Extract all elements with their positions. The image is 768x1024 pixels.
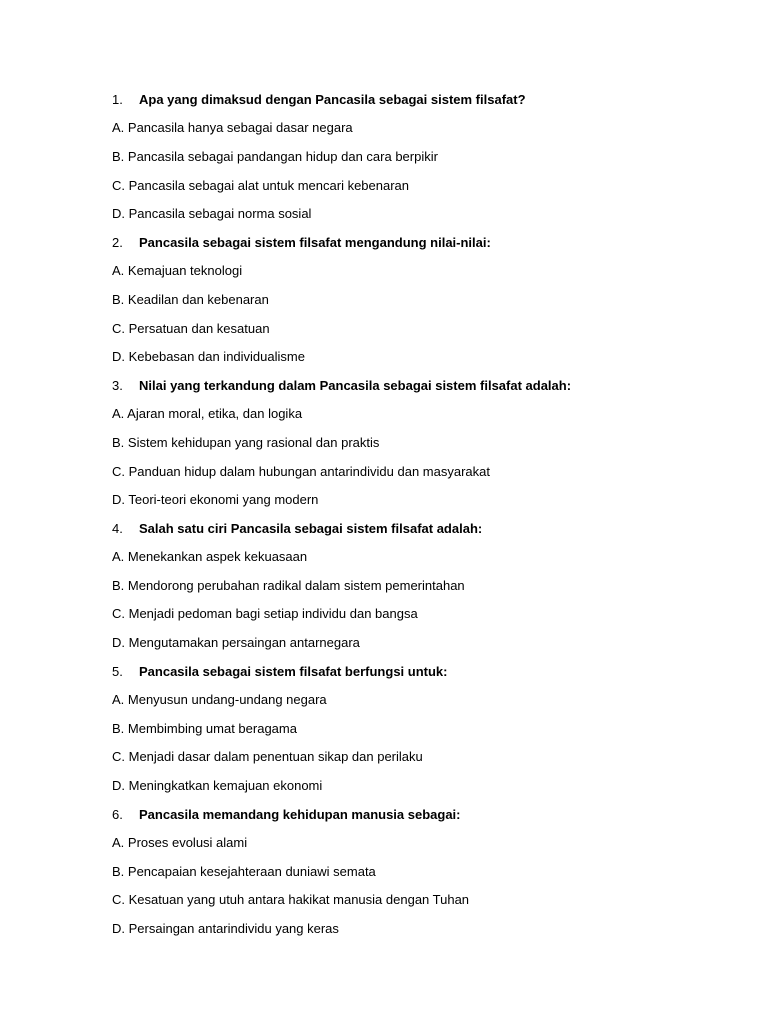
option-2a: A. Kemajuan teknologi bbox=[112, 263, 243, 279]
question-number: 4. bbox=[112, 520, 123, 536]
question-text: Apa yang dimaksud dengan Pancasila sebagai sistem filsafat? bbox=[139, 91, 526, 107]
question-2 bbox=[112, 228, 712, 257]
question-1 bbox=[112, 85, 712, 114]
question-4 bbox=[112, 514, 712, 543]
question-text: Pancasila sebagai sistem filsafat mengandung nilai-nilai: bbox=[139, 234, 491, 250]
option-1b: B. Pancasila sebagai pandangan hidup dan cara berpikir bbox=[112, 148, 438, 164]
option-6d: D. Persaingan antarindividu yang keras bbox=[112, 921, 339, 937]
option-4b: B. Mendorong perubahan radikal dalam sistem pemerintahan bbox=[112, 577, 465, 593]
option-6a: A. Proses evolusi alami bbox=[112, 835, 248, 851]
option-1a: A. Pancasila hanya sebagai dasar negara bbox=[112, 120, 353, 136]
question-3 bbox=[112, 371, 712, 400]
option-3a: A. Ajaran moral, etika, dan logika bbox=[112, 406, 303, 422]
question-text: Nilai yang terkandung dalam Pancasila sebagai sistem filsafat adalah: bbox=[139, 377, 572, 393]
question-5 bbox=[112, 657, 712, 686]
option-5d: D. Meningkatkan kemajuan ekonomi bbox=[112, 778, 323, 794]
option-6b: B. Pencapaian kesejahteraan duniawi semata bbox=[112, 863, 376, 879]
question-number: 2. bbox=[112, 234, 123, 250]
option-5c: C. Menjadi dasar dalam penentuan sikap dan perilaku bbox=[112, 749, 423, 765]
option-3b: B. Sistem kehidupan yang rasional dan praktis bbox=[112, 434, 380, 450]
question-text: Pancasila memandang kehidupan manusia sebagai: bbox=[139, 806, 461, 822]
question-number: 3. bbox=[112, 377, 123, 393]
option-2b: B. Keadilan dan kebenaran bbox=[112, 291, 269, 307]
option-2c: C. Persatuan dan kesatuan bbox=[112, 320, 270, 336]
question-text: Pancasila sebagai sistem filsafat berfungsi untuk: bbox=[139, 663, 448, 679]
question-number: 6. bbox=[112, 806, 123, 822]
option-5b: B. Membimbing umat beragama bbox=[112, 720, 297, 736]
option-4a: A. Menekankan aspek kekuasaan bbox=[112, 549, 308, 565]
option-1c: C. Pancasila sebagai alat untuk mencari kebenaran bbox=[112, 177, 410, 193]
question-number: 5. bbox=[112, 663, 123, 679]
question-list bbox=[112, 85, 712, 943]
question-text: Salah satu ciri Pancasila sebagai sistem filsafat adalah: bbox=[139, 520, 483, 536]
option-5a: A. Menyusun undang-undang negara bbox=[112, 692, 327, 708]
option-1d: D. Pancasila sebagai norma sosial bbox=[112, 206, 312, 222]
option-3d: D. Teori-teori ekonomi yang modern bbox=[112, 492, 319, 508]
question-number: 1. bbox=[112, 91, 123, 107]
question-6 bbox=[112, 800, 712, 829]
option-2d: D. Kebebasan dan individualisme bbox=[112, 349, 305, 365]
option-6c: C. Kesatuan yang utuh antara hakikat manusia dengan Tuhan bbox=[112, 892, 470, 908]
option-4d: D. Mengutamakan persaingan antarnegara bbox=[112, 635, 360, 651]
option-3c: C. Panduan hidup dalam hubungan antarindividu dan masyarakat bbox=[112, 463, 490, 479]
option-4c: C. Menjadi pedoman bagi setiap individu dan bangsa bbox=[112, 606, 418, 622]
